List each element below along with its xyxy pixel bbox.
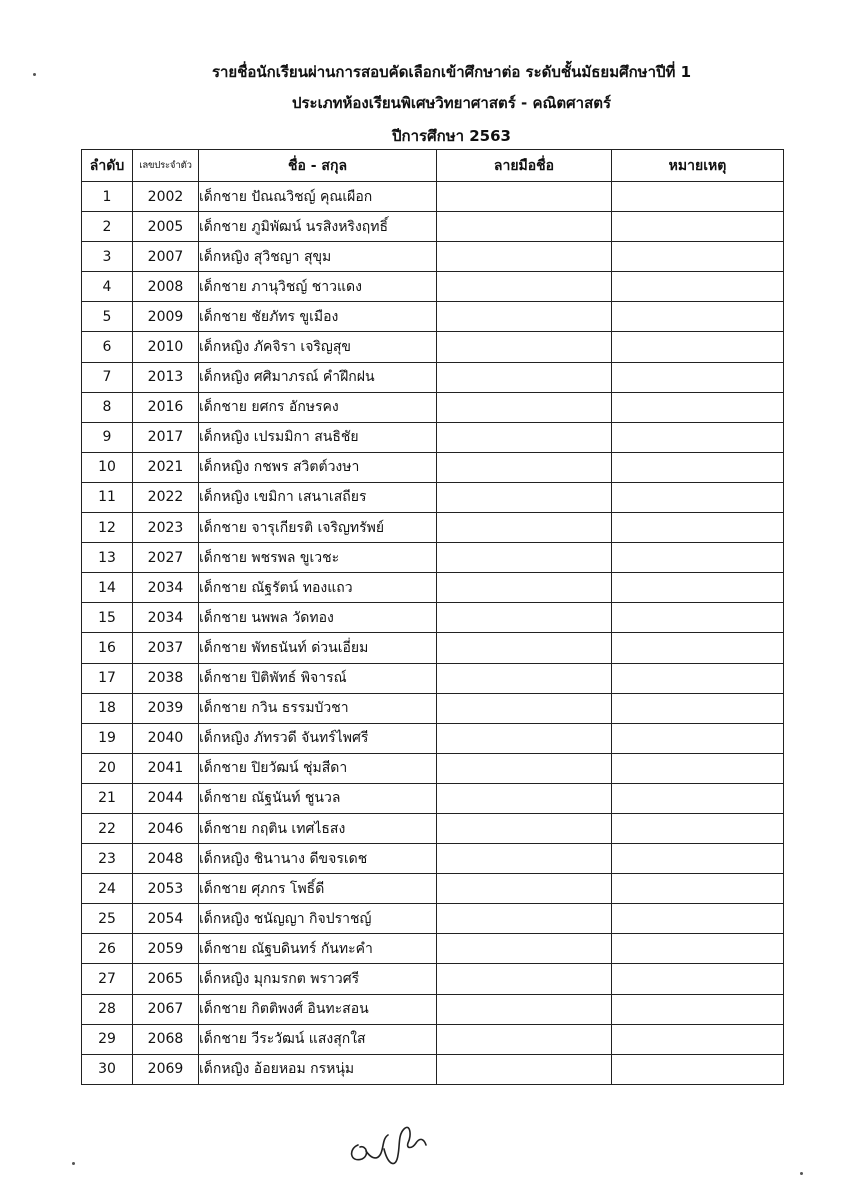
scan-speck — [800, 1172, 803, 1175]
remark-cell — [612, 482, 784, 512]
table-header-row — [82, 150, 784, 182]
signature-cell — [437, 964, 612, 994]
table-row — [82, 1024, 784, 1054]
student-name: เด็กหญิง ภัทรวดี จันทร์ไพศรี — [199, 723, 437, 753]
header-student-id: เลขประจำตัว — [133, 150, 199, 182]
row-number: 28 — [82, 994, 133, 1024]
row-number: 27 — [82, 964, 133, 994]
document-title: รายชื่อนักเรียนผ่านการสอบคัดเลือกเข้าศึกษาต่อ ระดับชั้นมัธยมศึกษาปีที่ 1 — [211, 63, 692, 81]
signature-cell — [437, 422, 612, 452]
row-number: 9 — [82, 422, 133, 452]
table-row — [82, 212, 784, 242]
row-number: 22 — [82, 813, 133, 843]
row-number: 2 — [82, 212, 133, 242]
signature-cell — [437, 663, 612, 693]
student-id: 2067 — [133, 994, 199, 1024]
table-row — [82, 392, 784, 422]
signature-cell — [437, 844, 612, 874]
remark-cell — [612, 904, 784, 934]
table-row — [82, 452, 784, 482]
remark-cell — [612, 332, 784, 362]
student-name: เด็กชาย ชัยภัทร ขูเมือง — [199, 302, 437, 332]
student-name: เด็กหญิง เปรมมิกา สนธิชัย — [199, 422, 437, 452]
table-row — [82, 603, 784, 633]
remark-cell — [612, 844, 784, 874]
row-number: 21 — [82, 783, 133, 813]
header-remark: หมายเหตุ — [612, 150, 784, 182]
signature-cell — [437, 934, 612, 964]
student-name: เด็กชาย ยศกร อักษรคง — [199, 392, 437, 422]
student-name: เด็กชาย กิตติพงศ์ อินทะสอน — [199, 994, 437, 1024]
header-name: ชื่อ - สกุล — [199, 150, 437, 182]
remark-cell — [612, 362, 784, 392]
row-number: 18 — [82, 693, 133, 723]
remark-cell — [612, 272, 784, 302]
row-number: 8 — [82, 392, 133, 422]
student-name: เด็กชาย ณัฐรัตน์ ทองแถว — [199, 573, 437, 603]
remark-cell — [612, 783, 784, 813]
student-id: 2059 — [133, 934, 199, 964]
student-name: เด็กชาย ปัณณวิชญ์ คุณเผือก — [199, 182, 437, 212]
student-id: 2034 — [133, 603, 199, 633]
student-id: 2010 — [133, 332, 199, 362]
table-row — [82, 904, 784, 934]
student-id: 2021 — [133, 452, 199, 482]
row-number: 13 — [82, 543, 133, 573]
signature-cell — [437, 633, 612, 663]
table-row — [82, 482, 784, 512]
signature-cell — [437, 603, 612, 633]
remark-cell — [612, 392, 784, 422]
student-name: เด็กหญิง ชนัญญา กิจปราชญ์ — [199, 904, 437, 934]
row-number: 4 — [82, 272, 133, 302]
remark-cell — [612, 663, 784, 693]
student-id: 2005 — [133, 212, 199, 242]
row-number: 12 — [82, 513, 133, 543]
table-row — [82, 513, 784, 543]
signature-cell — [437, 212, 612, 242]
table-row — [82, 813, 784, 843]
student-name: เด็กชาย ณัฐนันท์ ชูนวล — [199, 783, 437, 813]
remark-cell — [612, 994, 784, 1024]
table-row — [82, 573, 784, 603]
signature-cell — [437, 723, 612, 753]
table-row — [82, 362, 784, 392]
student-id: 2069 — [133, 1054, 199, 1084]
table-row — [82, 723, 784, 753]
signature-cell — [437, 904, 612, 934]
signature-cell — [437, 1054, 612, 1084]
row-number: 19 — [82, 723, 133, 753]
table-row — [82, 844, 784, 874]
row-number: 14 — [82, 573, 133, 603]
student-id: 2022 — [133, 482, 199, 512]
remark-cell — [612, 573, 784, 603]
student-name: เด็กหญิง มุกมรกต พราวศรี — [199, 964, 437, 994]
table-row — [82, 874, 784, 904]
remark-cell — [612, 813, 784, 843]
row-number: 23 — [82, 844, 133, 874]
remark-cell — [612, 964, 784, 994]
student-name: เด็กชาย พชรพล ขูเวชะ — [199, 543, 437, 573]
header-no: ลำดับ — [82, 150, 133, 182]
remark-cell — [612, 723, 784, 753]
signature-cell — [437, 693, 612, 723]
student-id: 2046 — [133, 813, 199, 843]
table-row — [82, 753, 784, 783]
remark-cell — [612, 1054, 784, 1084]
table-row — [82, 182, 784, 212]
student-name: เด็กหญิง ศศิมาภรณ์ คำฝึกฝน — [199, 362, 437, 392]
student-id: 2007 — [133, 242, 199, 272]
student-id: 2041 — [133, 753, 199, 783]
signature-cell — [437, 392, 612, 422]
row-number: 7 — [82, 362, 133, 392]
student-name: เด็กชาย จารุเกียรติ เจริญทรัพย์ — [199, 513, 437, 543]
table-row — [82, 633, 784, 663]
row-number: 3 — [82, 242, 133, 272]
student-id: 2037 — [133, 633, 199, 663]
remark-cell — [612, 422, 784, 452]
student-id: 2068 — [133, 1024, 199, 1054]
student-id: 2048 — [133, 844, 199, 874]
handwritten-signature — [340, 1105, 440, 1175]
remark-cell — [612, 302, 784, 332]
student-name: เด็กชาย ปิติพัทธ์ พิจารณ์ — [199, 663, 437, 693]
student-name: เด็กชาย ภูมิพัฒน์ นรสิงหริงฤทธิ์ — [199, 212, 437, 242]
table-row — [82, 994, 784, 1024]
table-row — [82, 1054, 784, 1084]
academic-year: ปีการศึกษา 2563 — [392, 127, 511, 145]
table-body — [82, 182, 784, 1085]
signature-cell — [437, 362, 612, 392]
table-row — [82, 693, 784, 723]
student-id: 2027 — [133, 543, 199, 573]
signature-cell — [437, 452, 612, 482]
table-row — [82, 964, 784, 994]
student-name: เด็กชาย นพพล วัดทอง — [199, 603, 437, 633]
row-number: 1 — [82, 182, 133, 212]
row-number: 16 — [82, 633, 133, 663]
student-id: 2039 — [133, 693, 199, 723]
signature-cell — [437, 543, 612, 573]
student-id: 2009 — [133, 302, 199, 332]
table-row — [82, 783, 784, 813]
row-number: 24 — [82, 874, 133, 904]
student-id: 2044 — [133, 783, 199, 813]
student-name: เด็กหญิง กชพร สวิตต์วงษา — [199, 452, 437, 482]
student-name: เด็กหญิง อ้อยหอม กรหนุ่ม — [199, 1054, 437, 1084]
table-row — [82, 422, 784, 452]
signature-cell — [437, 332, 612, 362]
student-name: เด็กชาย กฤติน เทศไธสง — [199, 813, 437, 843]
student-name: เด็กชาย พัทธนันท์ ด่วนเอี่ยม — [199, 633, 437, 663]
signature-cell — [437, 753, 612, 783]
student-id: 2023 — [133, 513, 199, 543]
student-id: 2065 — [133, 964, 199, 994]
remark-cell — [612, 543, 784, 573]
student-id: 2038 — [133, 663, 199, 693]
signature-cell — [437, 1024, 612, 1054]
student-name: เด็กชาย ณัฐบดินทร์ กันทะคำ — [199, 934, 437, 964]
student-id: 2040 — [133, 723, 199, 753]
row-number: 30 — [82, 1054, 133, 1084]
signature-cell — [437, 482, 612, 512]
remark-cell — [612, 452, 784, 482]
signature-cell — [437, 813, 612, 843]
student-id: 2054 — [133, 904, 199, 934]
student-id: 2017 — [133, 422, 199, 452]
student-id: 2013 — [133, 362, 199, 392]
remark-cell — [612, 603, 784, 633]
remark-cell — [612, 934, 784, 964]
table-row — [82, 302, 784, 332]
header-signature: ลายมือชื่อ — [437, 150, 612, 182]
student-name: เด็กชาย วีระวัฒน์ แสงสุกใส — [199, 1024, 437, 1054]
table-row — [82, 332, 784, 362]
student-id: 2008 — [133, 272, 199, 302]
row-number: 10 — [82, 452, 133, 482]
remark-cell — [612, 693, 784, 723]
student-name: เด็กหญิง ภัคจิรา เจริญสุข — [199, 332, 437, 362]
row-number: 20 — [82, 753, 133, 783]
student-name: เด็กหญิง สุวิชญา สุขุม — [199, 242, 437, 272]
row-number: 29 — [82, 1024, 133, 1054]
document-subtitle: ประเภทห้องเรียนพิเศษวิทยาศาสตร์ - คณิตศาสตร์ — [291, 94, 612, 112]
row-number: 26 — [82, 934, 133, 964]
row-number: 15 — [82, 603, 133, 633]
signature-cell — [437, 994, 612, 1024]
student-name: เด็กชาย กวิน ธรรมบัวชา — [199, 693, 437, 723]
remark-cell — [612, 242, 784, 272]
remark-cell — [612, 1024, 784, 1054]
signature-cell — [437, 874, 612, 904]
signature-cell — [437, 573, 612, 603]
table-row — [82, 242, 784, 272]
student-name: เด็กชาย ภานุวิชญ์ ชาวแดง — [199, 272, 437, 302]
remark-cell — [612, 633, 784, 663]
signature-cell — [437, 783, 612, 813]
row-number: 6 — [82, 332, 133, 362]
row-number: 11 — [82, 482, 133, 512]
remark-cell — [612, 513, 784, 543]
table-row — [82, 272, 784, 302]
signature-cell — [437, 272, 612, 302]
scan-speck — [72, 1162, 75, 1165]
remark-cell — [612, 753, 784, 783]
student-name: เด็กหญิง ชินานาง ดีขจรเดช — [199, 844, 437, 874]
row-number: 5 — [82, 302, 133, 332]
student-id: 2053 — [133, 874, 199, 904]
student-id: 2034 — [133, 573, 199, 603]
remark-cell — [612, 874, 784, 904]
student-name: เด็กชาย ศุภกร โพธิ์ดี — [199, 874, 437, 904]
remark-cell — [612, 212, 784, 242]
signature-cell — [437, 182, 612, 212]
remark-cell — [612, 182, 784, 212]
student-roster-table — [81, 149, 784, 1085]
table-row — [82, 934, 784, 964]
student-name: เด็กหญิง เขมิกา เสนาเสถียร — [199, 482, 437, 512]
row-number: 17 — [82, 663, 133, 693]
table-row — [82, 543, 784, 573]
row-number: 25 — [82, 904, 133, 934]
scan-speck — [33, 73, 36, 76]
student-id: 2016 — [133, 392, 199, 422]
table-row — [82, 663, 784, 693]
signature-cell — [437, 242, 612, 272]
student-id: 2002 — [133, 182, 199, 212]
signature-cell — [437, 513, 612, 543]
student-name: เด็กชาย ปิยวัฒน์ ชุ่มสีดา — [199, 753, 437, 783]
signature-cell — [437, 302, 612, 332]
